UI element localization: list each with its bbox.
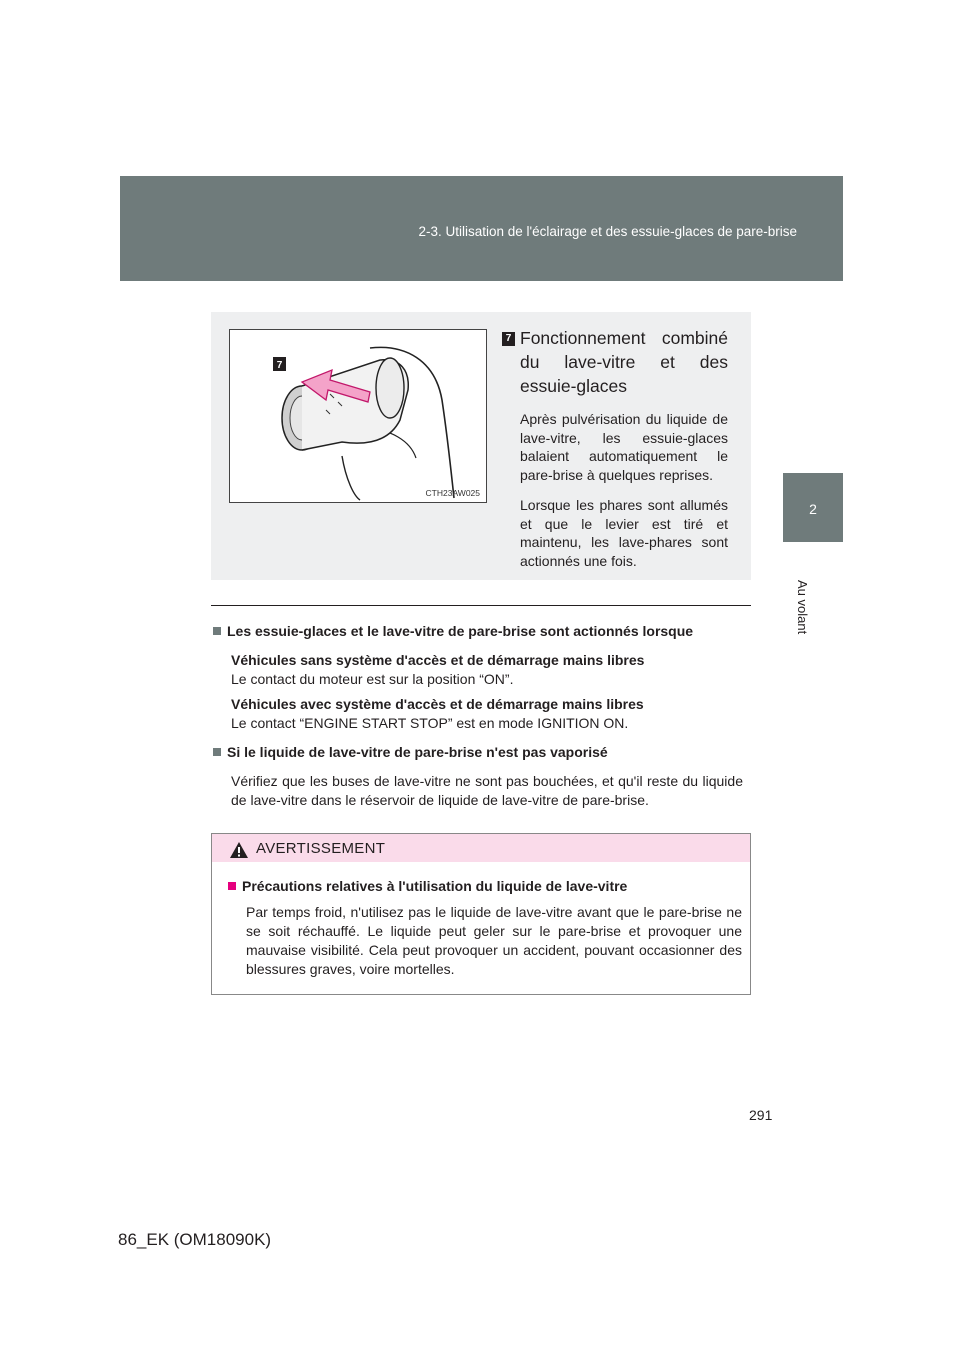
image-code: CTH23AW025 xyxy=(425,488,480,498)
figure-callout: 7 xyxy=(276,360,283,371)
chapter-label: Au volant xyxy=(795,580,810,635)
square-bullet-icon xyxy=(213,627,221,635)
model-code: 86_EK (OM18090K) xyxy=(118,1230,272,1249)
chapter-tab xyxy=(783,473,843,542)
note-text: Vérifiez que les buses de lave-vitre ne sont pas bouchées, et qu'il reste du liquide de lave-vitre dans le réservoir de liquide de lave-vitre de pare-brise. xyxy=(231,773,743,808)
note-heading: Si le liquide de lave-vitre de pare-brise n'est pas vaporisé xyxy=(213,743,743,762)
feature-paragraph: Après pulvérisation du liquide de lave-vitre, les essuie-glaces balaient automatiquement le pare-brise à quelques reprises. xyxy=(520,411,728,483)
feature-panel xyxy=(211,312,751,580)
lever-illustration xyxy=(230,330,486,502)
feature-title: Fonctionnement combiné du lave-vitre et des essuie-glaces xyxy=(520,328,728,396)
lever-figure xyxy=(229,329,487,503)
feature-description xyxy=(502,326,728,570)
note-item-text: Le contact “ENGINE START STOP” est en mode IGNITION ON. xyxy=(231,715,629,731)
square-bullet-icon xyxy=(213,748,221,756)
note-heading: Les essuie-glaces et le lave-vitre de pare-brise sont actionnés lorsque xyxy=(213,622,743,641)
feature-paragraph: Lorsque les phares sont allumés et que le levier est tiré et maintenu, les lave-phares sont actionnés une fois. xyxy=(520,497,728,569)
square-bullet-icon xyxy=(228,882,236,890)
warning-body xyxy=(212,862,750,979)
warning-text: Par temps froid, n'utilisez pas le liquide de lave-vitre avant que le pare-brise ne se soit réchauffé. Le liquide peut geler sur le pare-brise et provoquer une mauvaise visibilité. Cela peut provoquer un accident, pouvant occasionner des blessures graves, voire mortelles. xyxy=(246,904,742,977)
chapter-label-wrap xyxy=(792,552,832,635)
warning-heading: Précautions relatives à l'utilisation du liquide de lave-vitre xyxy=(228,877,742,896)
section-title: 2-3. Utilisation de l'éclairage et des essuie-glaces de pare-brise xyxy=(418,224,797,239)
chapter-number: 2 xyxy=(809,501,817,517)
note-item-label: Véhicules sans système d'accès et de démarrage mains libres xyxy=(231,652,645,668)
warning-triangle-icon xyxy=(229,841,249,859)
warning-header xyxy=(212,834,750,862)
note-item-text: Le contact du moteur est sur la position “ON”. xyxy=(231,671,514,687)
note-item-label: Véhicules avec système d'accès et de démarrage mains libres xyxy=(231,696,644,712)
header-band xyxy=(120,176,843,281)
section-divider xyxy=(211,605,751,606)
notes-section xyxy=(213,622,743,810)
warning-box xyxy=(211,833,751,995)
feature-number-badge: 7 xyxy=(502,332,515,346)
warning-title: AVERTISSEMENT xyxy=(256,840,386,857)
page-number: 291 xyxy=(749,1107,773,1123)
